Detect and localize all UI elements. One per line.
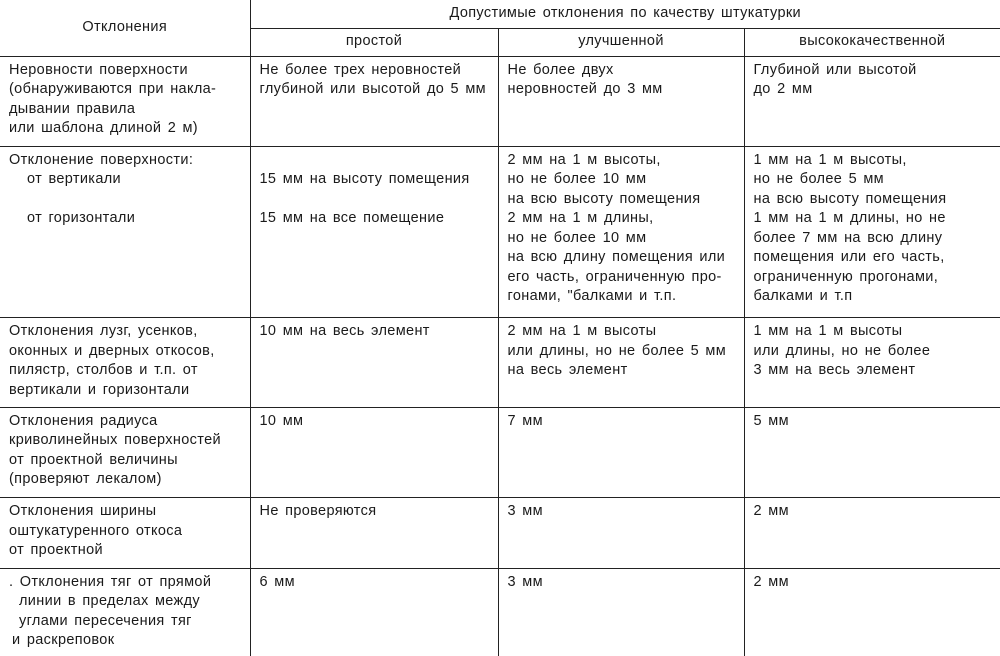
cell-text-line: ограниченную прогонами, [753, 268, 939, 285]
simple-quality-cell [250, 56, 498, 146]
cell-text-line: от горизонтали [27, 210, 136, 227]
improved-quality-cell [498, 568, 744, 656]
cell-text-line: (проверяют лекалом) [9, 471, 162, 488]
cell-text-line: или длины, но не более 5 мм [507, 342, 727, 359]
table-row [0, 498, 1000, 569]
improved-quality-cell [498, 498, 744, 569]
table-row [0, 568, 1000, 656]
cell-text-line: 6 мм [259, 573, 295, 590]
simple-quality-cell [250, 146, 498, 317]
cell-text-line: от вертикали [27, 171, 121, 188]
cell-text-line: 3 мм [507, 503, 543, 520]
simple-quality-cell [250, 318, 498, 407]
cell-text-line: Отклонение поверхности: [9, 151, 194, 168]
simple-quality-cell [250, 568, 498, 656]
cell-text-line: линии в пределах между [19, 593, 201, 610]
cell-text-line: (обнаруживаются при накла- [9, 81, 217, 97]
table-row [0, 56, 1000, 146]
cell-text-line: до 2 мм [753, 81, 813, 97]
cell-text-line: 15 мм на высоту помещения [259, 171, 470, 188]
cell-text-line: Отклонения ширины [9, 503, 157, 520]
cell-text-line: или шаблона длиной 2 м) [9, 120, 198, 136]
cell-text-line: дывании правила [9, 100, 136, 117]
high-quality-cell [744, 56, 1000, 146]
improved-quality-cell [498, 146, 744, 317]
high-quality-cell [744, 407, 1000, 497]
deviation-name-cell [0, 407, 250, 497]
cell-text-line: Не проверяются [259, 503, 377, 520]
simple-quality-cell [250, 407, 498, 497]
deviation-name-cell [0, 568, 250, 656]
cell-text-line: 7 мм [507, 412, 543, 429]
cell-text-line: от проектной величины [9, 451, 178, 468]
cell-text-line: Глубиной или высотой [753, 61, 917, 78]
improved-quality-cell [498, 318, 744, 407]
cell-text-line: пилястр, столбов и т.п. от [9, 362, 198, 379]
cell-text-line: 2 мм [753, 573, 789, 590]
table-row [0, 146, 1000, 317]
high-quality-cell [744, 146, 1000, 317]
cell-text-line: Не более двух [507, 61, 614, 78]
cell-text-line: его часть, ограниченную про- [507, 268, 722, 285]
cell-text-line: на весь элемент [507, 362, 628, 379]
cell-text-line: углами пересечения тяг [19, 612, 192, 629]
header-allowed-deviations: Допустимые отклонения по качеству штукатурки [250, 0, 1000, 28]
cell-text-line: 3 мм на весь элемент [753, 362, 916, 379]
header-improved: улучшенной [498, 28, 744, 56]
header-simple: простой [250, 28, 498, 56]
simple-quality-cell [250, 498, 498, 569]
cell-text-line: 1 мм на 1 м высоты, [753, 151, 907, 168]
high-quality-cell [744, 498, 1000, 569]
cell-text-line: Неровности поверхности [9, 61, 188, 78]
table-row [0, 407, 1000, 497]
cell-text-line: и раскреповок [12, 632, 115, 649]
high-quality-cell [744, 568, 1000, 656]
cell-text-line: 10 мм на весь элемент [259, 323, 430, 340]
cell-text-line: 5 мм [753, 412, 789, 429]
cell-text-line: 2 мм [753, 503, 789, 520]
cell-text-line: балками и т.п [753, 288, 853, 305]
improved-quality-cell [498, 56, 744, 146]
header-high-quality: высококачественной [744, 28, 1000, 56]
cell-text-line: помещения или его часть, [753, 249, 945, 266]
cell-text-line: на всю высоту помещения [753, 190, 947, 207]
cell-text-line: 3 мм [507, 573, 543, 590]
cell-text-line: . Отклонения тяг от прямой [9, 573, 212, 590]
line-spacer [9, 190, 246, 210]
cell-text-line: 1 мм на 1 м длины, но не [753, 210, 946, 227]
cell-text-line: на всю высоту помещения [507, 190, 701, 207]
cell-text-line: но не более 10 мм [507, 229, 647, 246]
cell-text-line: 2 мм на 1 м длины, [507, 210, 654, 227]
cell-text-line: но не более 10 мм [507, 171, 647, 188]
cell-text-line: но не более 5 мм [753, 171, 884, 188]
cell-text-line: 2 мм на 1 м высоты, [507, 151, 661, 168]
cell-text-line: 2 мм на 1 м высоты [507, 323, 657, 340]
cell-text-line: вертикали и горизонтали [9, 381, 190, 398]
cell-text-line: Отклонения лузг, усенков, [9, 323, 198, 340]
deviation-name-cell [0, 56, 250, 146]
improved-quality-cell [498, 407, 744, 497]
cell-text-line: 15 мм на все помещение [259, 210, 445, 227]
cell-text-line: оконных и дверных откосов, [9, 342, 215, 359]
header-deviations: Отклонения [0, 0, 250, 56]
cell-text-line: на всю длину помещения или [507, 249, 726, 266]
cell-text-line: глубиной или высотой до 5 мм [259, 81, 486, 97]
cell-text-line: оштукатуренного откоса [9, 522, 183, 539]
table-row [0, 318, 1000, 407]
cell-text-line: от проектной [9, 542, 103, 559]
deviation-name-cell [0, 146, 250, 317]
cell-text-line: неровностей до 3 мм [507, 81, 663, 97]
cell-text-line: более 7 мм на всю длину [753, 229, 943, 246]
cell-text-line: гонами, "балками и т.п. [507, 288, 677, 305]
cell-text-line: 10 мм [259, 412, 304, 429]
high-quality-cell [744, 318, 1000, 407]
cell-text-line: 1 мм на 1 м высоты [753, 323, 903, 340]
cell-text-line: криволинейных поверхностей [9, 432, 221, 449]
deviation-name-cell [0, 498, 250, 569]
deviation-name-cell [0, 318, 250, 407]
cell-text-line: Отклонения радиуса [9, 412, 158, 429]
cell-text-line: Не более трех неровностей [259, 61, 462, 78]
cell-text-line: или длины, но не более [753, 342, 931, 359]
line-spacer [260, 151, 494, 171]
line-spacer [260, 190, 494, 210]
